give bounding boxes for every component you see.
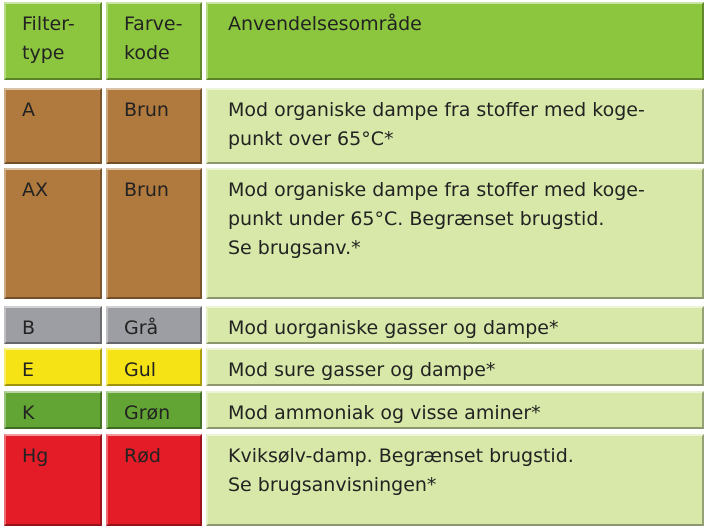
header-filter-type-line-1: Filter-: [22, 13, 75, 35]
row-hg-usage-line-1: Kviksølv-damp. Begrænset brugstid.: [228, 445, 574, 467]
header-color-code-line-2: kode: [124, 42, 170, 64]
row-hg-type: [4, 434, 102, 526]
header-filter-type: [4, 2, 102, 80]
row-ax-usage-line-3: Se brugsanv.*: [228, 237, 361, 259]
row-b-usage: [206, 306, 704, 344]
row-hg-type-text: Hg: [22, 445, 49, 467]
row-ax-color-text: Brun: [124, 179, 169, 201]
row-e-type-text: E: [22, 359, 35, 381]
row-b-type-text: B: [22, 317, 36, 339]
row-a-color: [106, 88, 202, 164]
row-ax-color: [106, 168, 202, 299]
row-e-type: [4, 348, 102, 386]
row-b-usage-line-1: Mod uorganiske gasser og dampe*: [228, 317, 559, 339]
row-a-usage-line-1: Mod organiske dampe fra stoffer med koge-: [228, 99, 645, 121]
row-e-usage: [206, 348, 704, 386]
header-color-code-line-1: Farve-: [124, 13, 183, 35]
row-k-type: [4, 391, 102, 429]
header-filter-type-line-2: type: [22, 42, 65, 64]
header-color-code: [106, 2, 202, 80]
header-usage-area-line-1: Anvendelsesområde: [228, 13, 422, 35]
row-b-color: [106, 306, 202, 344]
row-e-color-text: Gul: [124, 359, 157, 381]
row-a-usage: [206, 88, 704, 164]
row-hg-color-text: Rød: [124, 445, 161, 467]
row-ax-usage-line-1: Mod organiske dampe fra stoffer med koge-: [228, 179, 645, 201]
row-ax-usage-line-2: punkt under 65°C. Begrænset brugstid.: [228, 208, 605, 230]
row-ax-type: [4, 168, 102, 299]
row-a-color-text: Brun: [124, 99, 169, 121]
row-k-type-text: K: [22, 402, 35, 424]
row-hg-color: [106, 434, 202, 526]
row-b-color-text: Grå: [124, 317, 159, 339]
row-a-usage-line-2: punkt over 65°C*: [228, 128, 394, 150]
row-ax-type-text: AX: [22, 179, 49, 201]
row-a-type-text: A: [22, 99, 35, 121]
header-usage-area: [206, 2, 704, 80]
row-hg-usage: [206, 434, 704, 526]
row-k-color-text: Grøn: [124, 402, 171, 424]
row-a-type: [4, 88, 102, 164]
row-k-usage: [206, 391, 704, 429]
row-hg-usage-line-2: Se brugsanvisningen*: [228, 474, 437, 496]
row-k-usage-line-1: Mod ammoniak og visse aminer*: [228, 402, 541, 424]
row-e-color: [106, 348, 202, 386]
row-ax-usage: [206, 168, 704, 299]
row-b-type: [4, 306, 102, 344]
row-e-usage-line-1: Mod sure gasser og dampe*: [228, 359, 496, 381]
row-k-color: [106, 391, 202, 429]
